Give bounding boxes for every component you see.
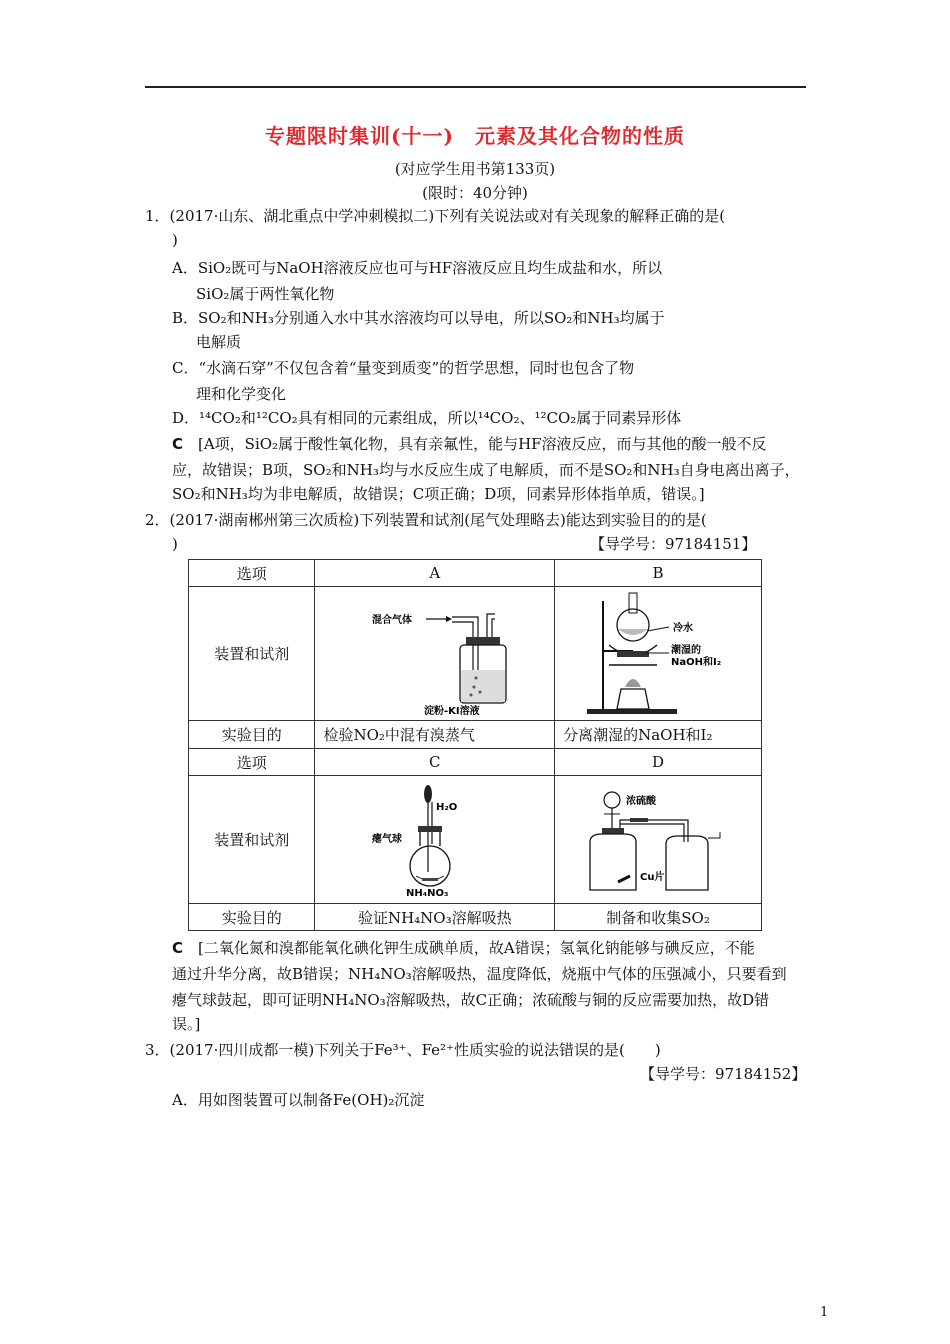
header-option: 选项 xyxy=(189,560,315,587)
label-h2o: H₂O xyxy=(435,801,458,813)
q3-option-a: A．用如图装置可以制备Fe(OH)₂沉淀 xyxy=(172,1091,425,1109)
q1-option-d: D．¹⁴CO₂和¹²CO₂具有相同的元素组成，所以¹⁴CO₂、¹²CO₂属于同素异形体 xyxy=(172,409,682,427)
option-a-label: A xyxy=(315,560,555,587)
header-goal-2: 实验目的 xyxy=(189,904,315,931)
header-device-2: 装置和试剂 xyxy=(189,776,315,904)
q1-stem-bracket: ) xyxy=(172,231,178,249)
label-starch-ki: 淀粉-KI溶液 xyxy=(423,705,480,716)
so2-generation-figure xyxy=(568,780,748,900)
label-mixed-gas: 混合气体 xyxy=(371,614,412,626)
option-b-label: B xyxy=(555,560,762,587)
q2-explanation-4: 误。] xyxy=(172,1015,201,1033)
label-nh4no3: NH₄NO₃ xyxy=(405,887,449,899)
header-option-2: 选项 xyxy=(189,749,315,776)
q1-answer: C xyxy=(172,435,184,453)
q1-explanation-1: [A项，SiO₂属于酸性氧化物，具有亲氟性，能与HF溶液反应，而与其他的酸一般不反 xyxy=(198,435,767,453)
label-wet-1: 潮湿的 xyxy=(671,644,702,656)
goal-b: 分离潮湿的NaOH和I₂ xyxy=(555,721,762,749)
q1-option-a-cont: SiO₂属于两性氧化物 xyxy=(196,285,335,303)
figure-a-cell xyxy=(315,587,555,721)
gas-washing-bottle-figure xyxy=(350,592,520,716)
sublimation-apparatus-figure xyxy=(573,589,743,719)
figure-d-cell xyxy=(555,776,762,904)
q1-option-a: A．SiO₂既可与NaOH溶液反应也可与HF溶液反应且均生成盐和水，所以 xyxy=(172,259,663,277)
q1-option-b: B．SO₂和NH₃分别通入水中其水溶液均可以导电，所以SO₂和NH₃均属于 xyxy=(172,309,665,327)
figure-c-cell xyxy=(315,776,555,904)
top-rule xyxy=(145,86,806,88)
q2-guide-number: 【导学号：97184151】 xyxy=(590,535,757,553)
q3-guide-number: 【导学号：97184152】 xyxy=(640,1065,807,1083)
figure-b-cell xyxy=(555,587,762,721)
q1-explanation-2: 应，故错误；B项，SO₂和NH₃均与水反应生成了电解质，而不是SO₂和NH₃自身电离出离子， xyxy=(172,461,800,479)
page-title: 专题限时集训(十一) 元素及其化合物的性质 xyxy=(265,124,685,148)
q2-explanation-2: 通过升华分离，故B错误；NH₄NO₃溶解吸热，温度降低，烧瓶中气体的压强减小，只要看到 xyxy=(172,965,787,983)
q2-stem: 2．(2017·湖南郴州第三次质检)下列装置和试剂(尾气处理略去)能达到实验目的的是( xyxy=(145,511,707,529)
q3-stem: 3．(2017·四川成都一模)下列关于Fe³⁺、Fe²⁺性质实验的说法错误的是( ) xyxy=(145,1041,661,1059)
page-number: 1 xyxy=(820,1305,829,1320)
header-goal: 实验目的 xyxy=(189,721,315,749)
label-cu-piece: Cu片 xyxy=(640,871,665,883)
option-d-label: D xyxy=(555,749,762,776)
q1-stem: 1．(2017·山东、湖北重点中学冲刺模拟二)下列有关说法或对有关现象的解释正确的是( xyxy=(145,207,726,225)
label-wet-2: NaOH和I₂ xyxy=(671,656,722,668)
q1-explanation-3: SO₂和NH₃均为非电解质，故错误；C项正确；D项，同素异形体指单质，错误。] xyxy=(172,485,705,503)
q2-stem-bracket: ) xyxy=(172,535,178,553)
book-reference: (对应学生用书第133页) xyxy=(394,160,556,178)
flask-balloon-figure xyxy=(360,780,510,900)
goal-d: 制备和收集SO₂ xyxy=(555,904,762,931)
goal-a: 检验NO₂中混有溴蒸气 xyxy=(315,721,555,749)
option-c-label: C xyxy=(315,749,555,776)
q2-answer: C xyxy=(172,939,184,957)
header-device: 装置和试剂 xyxy=(189,587,315,721)
q2-explanation-1: [二氧化氮和溴都能氧化碘化钾生成碘单质，故A错误；氢氧化钠能够与碘反应，不能 xyxy=(198,939,755,957)
q1-option-b-cont: 电解质 xyxy=(196,333,242,351)
q1-option-c-cont: 理和化学变化 xyxy=(196,385,287,403)
q2-options-table xyxy=(188,559,762,931)
label-conc-sulfuric: 浓硫酸 xyxy=(626,795,657,807)
goal-c: 验证NH₄NO₃溶解吸热 xyxy=(315,904,555,931)
time-limit: (限时：40分钟) xyxy=(422,184,528,202)
label-flat-balloon: 瘪气球 xyxy=(371,833,402,845)
q1-option-c: C．“水滴石穿”不仅包含着“量变到质变”的哲学思想，同时也包含了物 xyxy=(172,359,635,377)
label-cold-water: 冷水 xyxy=(673,622,694,634)
q2-explanation-3: 瘪气球鼓起，即可证明NH₄NO₃溶解吸热，故C正确；浓硫酸与铜的反应需要加热，故D错 xyxy=(172,991,770,1009)
